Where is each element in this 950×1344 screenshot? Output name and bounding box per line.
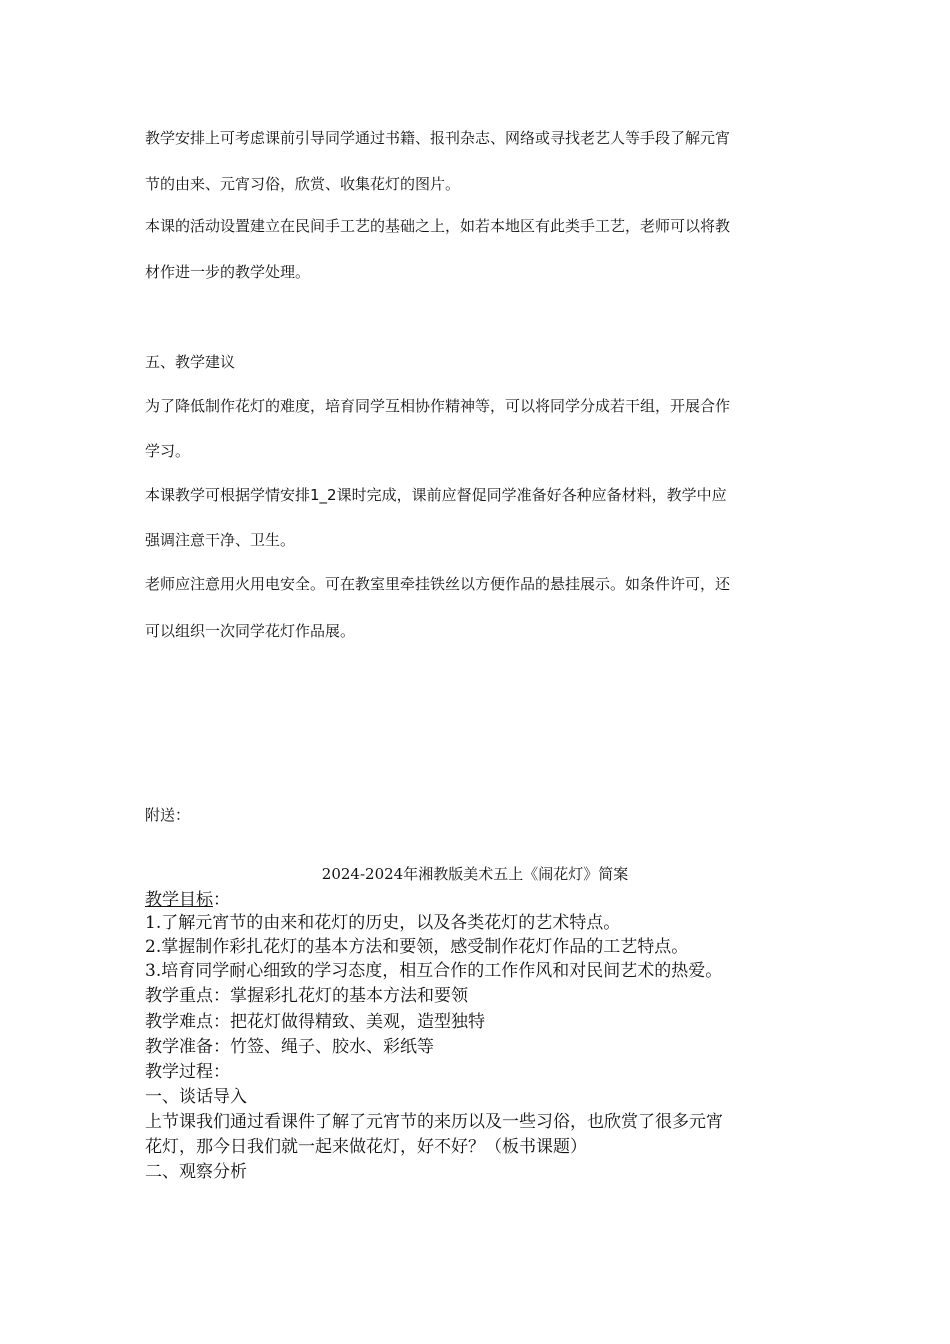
- paragraph-line: 教学安排上可考虑课前引导同学通过书籍、报刊杂志、网络或寻找老艺人等手段了解元宵: [145, 129, 731, 147]
- process-heading: 教学过程：: [145, 1062, 230, 1082]
- goals-heading-colon: ：: [213, 890, 230, 910]
- text-fragment: 课时完成，课前应督促同学准备好各种应备材料，教学中应: [336, 486, 727, 504]
- step-paragraph-line: 上节课我们通过看课件了解了元宵节的来历以及一些习俗，也欣赏了很多元宵: [145, 1112, 723, 1132]
- text-fragment: 本课教学可根据学情安排: [145, 486, 311, 504]
- goal-item: 2.掌握制作彩扎花灯的基本方法和要领，感受制作花灯作品的工艺特点。: [145, 937, 689, 957]
- appendix-title: 2024-2024年湘教版美术五上《闹花灯》简案: [321, 865, 629, 883]
- paragraph-line: 可以组织一次同学花灯作品展。: [145, 622, 356, 640]
- step-paragraph-line: 花灯，那今日我们就一起来做花灯，好不好？（板书课题）: [145, 1137, 587, 1157]
- preparation: 教学准备：竹签、绳子、胶水、彩纸等: [145, 1037, 434, 1057]
- step-heading: 一、谈话导入: [145, 1087, 247, 1107]
- lesson-hours: 1_2: [310, 486, 337, 504]
- section-heading: 五、教学建议: [145, 353, 236, 371]
- goal-item: 1.了解元宵节的由来和花灯的历史，以及各类花灯的艺术特点。: [145, 913, 621, 933]
- key-point: 教学重点：掌握彩扎花灯的基本方法和要领: [145, 986, 468, 1006]
- goal-item: 3.培育同学耐心细致的学习态度，相互合作的工作作风和对民间艺术的热爱。: [145, 961, 723, 981]
- goals-heading-text: 教学目标: [145, 890, 213, 910]
- appendix-label: 附送：: [145, 806, 191, 824]
- paragraph-line: 材作进一步的教学处理。: [145, 263, 311, 281]
- paragraph-line: 为了降低制作花灯的难度，培育同学互相协作精神等，可以将同学分成若干组，开展合作: [145, 397, 731, 415]
- paragraph-line: [145, 485, 727, 505]
- paragraph-line: 老师应注意用火用电安全。可在教室里牵挂铁丝以方便作品的悬挂展示。如条件许可，还: [145, 575, 731, 593]
- step-heading: 二、观察分析: [145, 1162, 247, 1182]
- paragraph-line: 节的由来、元宵习俗，欣赏、收集花灯的图片。: [145, 175, 461, 193]
- difficulty: 教学难点：把花灯做得精致、美观，造型独特: [145, 1012, 485, 1032]
- paragraph-line: 强调注意干净、卫生。: [145, 531, 296, 549]
- paragraph-line: 学习。: [145, 442, 191, 460]
- goals-heading: [145, 890, 230, 911]
- paragraph-line: 本课的活动设置建立在民间手工艺的基础之上，如若本地区有此类手工艺，老师可以将教: [145, 217, 731, 235]
